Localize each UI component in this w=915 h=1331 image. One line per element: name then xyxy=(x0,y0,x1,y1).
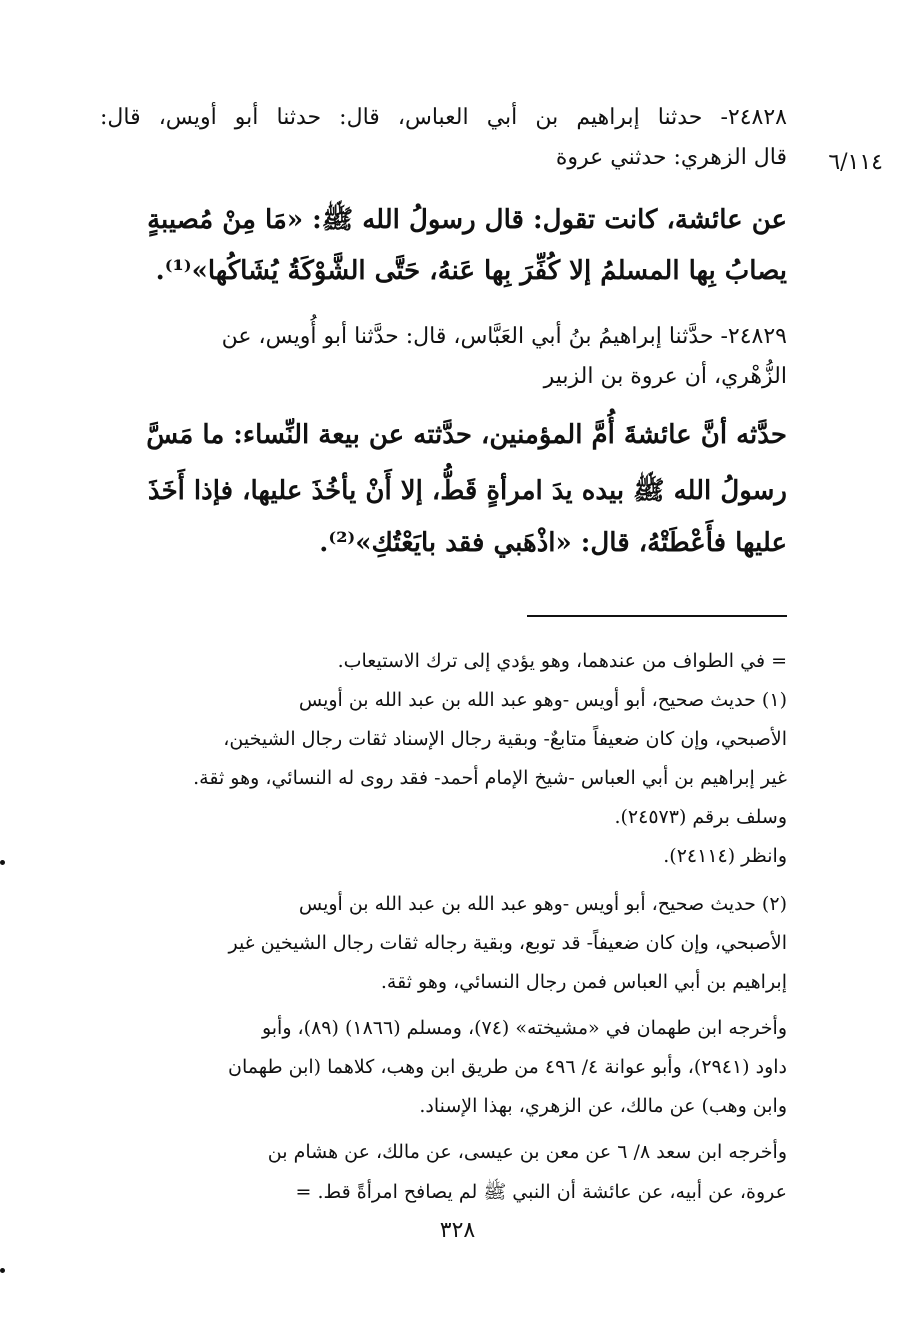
footnote-line: وأخرجه ابن سعد ٨/ ٦ عن معن بن عيسى، عن مالك، عن هشام بن xyxy=(267,1141,787,1163)
hadith-2-header-line-1: ٢٤٨٢٩- حدَّثنا إبراهيمُ بنُ أبي العَبَّاس، قال: حدَّثنا أبو أُويس، عن xyxy=(221,324,787,349)
hadith-2-header-line-2: الزُّهْري، أن عروة بن الزبير xyxy=(543,364,787,389)
scan-mark xyxy=(0,860,5,865)
footnote-line: وسلف برقم (٢٤٥٧٣). xyxy=(614,806,787,828)
hadith-1-matn-line-1: عن عائشة، كانت تقول: قال رسولُ الله ﷺ: «مَا مِنْ مُصيبةٍ xyxy=(147,205,787,235)
footnote-line: وانظر (٢٤١١٤). xyxy=(663,845,787,867)
footnote-separator xyxy=(527,615,787,617)
footnote-line: وأخرجه ابن طهمان في «مشيخته» (٧٤)، ومسلم (١٨٦٦) (٨٩)، وأبو xyxy=(261,1017,787,1039)
hadith-1-header-line-2: قال الزهري: حدثني عروة xyxy=(555,145,787,170)
hadith-1-header-line-1: ٢٤٨٢٨- حدثنا إبراهيم بن أبي العباس، قال: حدثنا أبو أويس، قال: xyxy=(100,105,787,130)
footnote-line: وابن وهب) عن مالك، عن الزهري، بهذا الإسناد. xyxy=(419,1095,787,1117)
footnote-line: (٢) حديث صحيح، أبو أويس -وهو عبد الله بن عبد الله بن أويس xyxy=(298,893,787,915)
footnote-line: الأصبحي، وإن كان ضعيفاً متابعٌ- وبقية رجال الإسناد ثقات رجال الشيخين، xyxy=(223,728,787,750)
hadith-1-matn-line-2: يصابُ بِها المسلمُ إلا كُفِّرَ بِها عَنهُ، حَتَّى الشَّوْكَةُ يُشَاكُها»⁽¹⁾. xyxy=(155,256,787,286)
hadith-2-matn-line-3: عليها فأَعْطَتْهُ، قال: «اذْهَبي فقد بايَعْتُكِ»⁽²⁾. xyxy=(319,528,787,558)
hadith-2-matn-line-1: حدَّثه أنَّ عائشةَ أُمَّ المؤمنين، حدَّثته عن بيعة النِّساء: ما مَسَّ xyxy=(146,420,787,450)
footnote-line: الأصبحي، وإن كان ضعيفاً- قد توبع، وبقية رجاله ثقات رجال الشيخين غير xyxy=(228,932,787,954)
footnote-line: = في الطواف من عندهما، وهو يؤدي إلى ترك الاستيعاب. xyxy=(337,650,787,672)
scan-mark xyxy=(0,1268,5,1273)
hadith-2-matn-line-2: رسولُ الله ﷺ بيده يدَ امرأةٍ قَطُّ، إلا أَنْ يأخُذَ عليها، فإذا أَخَذَ xyxy=(147,476,787,506)
footnote-line: إبراهيم بن أبي العباس فمن رجال النسائي، وهو ثقة. xyxy=(380,971,787,993)
page-number: ٣٢٨ xyxy=(439,1218,476,1243)
footnote-line: (١) حديث صحيح، أبو أويس -وهو عبد الله بن عبد الله بن أويس xyxy=(298,689,787,711)
footnote-line: داود (٢٩٤١)، وأبو عوانة ٤/ ٤٩٦ من طريق ابن وهب، كلاهما (ابن طهمان xyxy=(228,1056,787,1078)
footnote-line: عروة، عن أبيه، عن عائشة أن النبي ﷺ لم يصافح امرأةً قط. = xyxy=(295,1181,787,1203)
footnote-line: غير إبراهيم بن أبي العباس -شيخ الإمام أحمد- فقد روى له النسائي، وهو ثقة. xyxy=(193,767,787,789)
volume-page-reference: ٦/١١٤ xyxy=(828,150,883,175)
